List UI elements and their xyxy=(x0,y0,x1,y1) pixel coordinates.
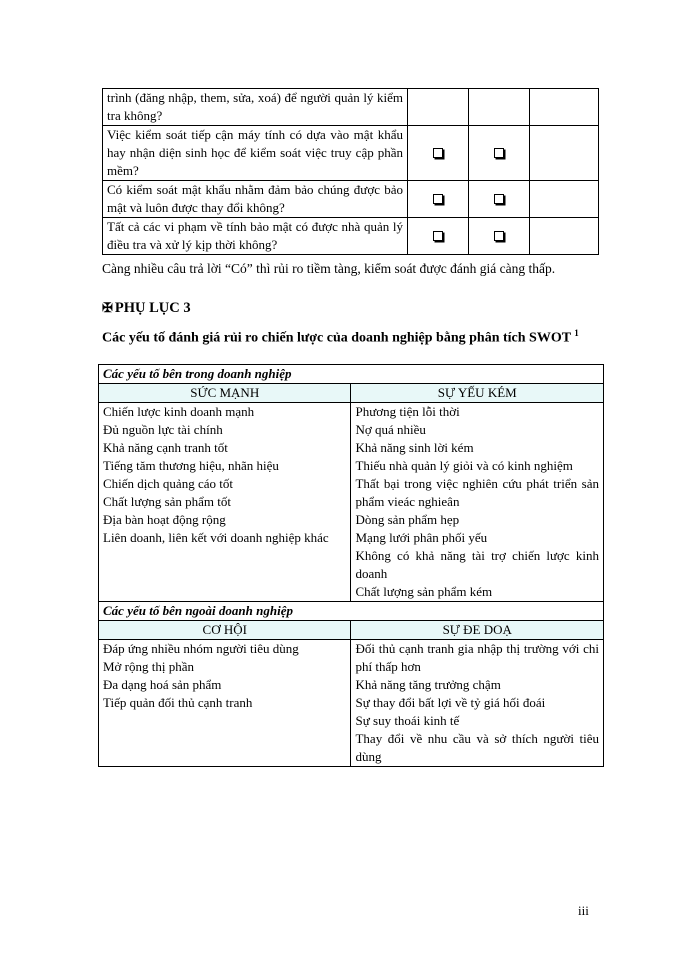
yes-cell xyxy=(408,126,469,181)
weakness-item: Khả năng sinh lời kém xyxy=(355,440,474,455)
weakness-item: Nợ quá nhiều xyxy=(355,422,426,437)
opportunities-header: CƠ HỘI xyxy=(99,621,351,640)
strength-item: Chất lượng sản phẩm tốt xyxy=(103,494,232,509)
external-section-row xyxy=(99,602,604,621)
strength-item: Liên doanh, liên kết với doanh nghiệp khác xyxy=(103,530,329,545)
strength-item: Khả năng cạnh tranh tốt xyxy=(103,440,228,455)
remarks-cell xyxy=(530,126,599,181)
checklist-row xyxy=(103,218,599,255)
remarks-cell xyxy=(530,218,599,255)
cross-bullet-icon: ✠ xyxy=(102,300,113,315)
checklist-table xyxy=(102,88,599,255)
appendix-heading xyxy=(102,300,191,317)
weakness-item: Chất lượng sản phẩm kém xyxy=(355,584,493,599)
checkbox-icon[interactable] xyxy=(494,194,504,204)
weaknesses-list xyxy=(351,403,604,602)
weakness-item: Dòng sản phẩm hẹp xyxy=(355,512,460,527)
checklist-row xyxy=(103,181,599,218)
strength-item: Chiến lược kinh doanh mạnh xyxy=(103,404,255,419)
yes-cell xyxy=(408,218,469,255)
checkbox-icon[interactable] xyxy=(433,231,443,241)
strengths-list xyxy=(99,403,351,602)
weakness-item: Thiếu nhà quản lý giỏi và có kinh nghiệm xyxy=(355,458,573,473)
weakness-item: Không có khả năng tài trợ chiến lược kinh doanh xyxy=(355,548,599,581)
threat-item: Sự suy thoái kinh tế xyxy=(355,713,460,728)
no-cell xyxy=(469,89,530,126)
internal-content-row xyxy=(99,403,604,602)
strength-item: Tiếng tăm thương hiệu, nhãn hiệu xyxy=(103,458,279,473)
threat-item: Đối thủ cạnh tranh gia nhập thị trường với chi phí thấp hơn xyxy=(355,641,599,674)
checklist-question: Có kiểm soát mật khẩu nhằm đảm bảo chúng được bảo mật và luôn được thay đổi không? xyxy=(103,181,408,218)
checkbox-icon[interactable] xyxy=(494,148,504,158)
remarks-cell xyxy=(530,89,599,126)
checklist-question: Việc kiểm soát tiếp cận máy tính có dựa vào mật khẩu hay nhận diện sinh học để kiểm soát việc truy cập phần mềm? xyxy=(103,126,408,181)
appendix-subtitle-text: Các yếu tố đánh giá rủi ro chiến lược của doanh nghiệp bằng phân tích SWOT xyxy=(102,330,571,346)
swot-table xyxy=(98,364,604,767)
strengths-header: SỨC MẠNH xyxy=(99,384,351,403)
appendix-title: PHỤ LỤC 3 xyxy=(114,300,191,316)
page-number: iii xyxy=(578,903,589,918)
footnote-mark: 1 xyxy=(574,328,579,338)
no-cell xyxy=(469,218,530,255)
yes-cell xyxy=(408,89,469,126)
threats-list xyxy=(351,640,604,767)
opportunity-item: Đa dạng hoá sản phẩm xyxy=(103,677,222,692)
external-header-row xyxy=(99,621,604,640)
opportunity-item: Đáp ứng nhiều nhóm người tiêu dùng xyxy=(103,641,299,656)
threat-item: Khả năng tăng trưởng chậm xyxy=(355,677,501,692)
checklist-question: Tất cả các vi phạm về tính bảo mật có được nhà quản lý điều tra và xử lý kịp thời không? xyxy=(103,218,408,255)
checkbox-icon[interactable] xyxy=(494,231,504,241)
threat-item: Sự thay đổi bất lợi về tỷ giá hối đoái xyxy=(355,695,546,710)
internal-section-row xyxy=(99,365,604,384)
checklist-row xyxy=(103,126,599,181)
opportunity-item: Mở rộng thị phần xyxy=(103,659,195,674)
opportunities-list xyxy=(99,640,351,767)
remarks-cell xyxy=(530,181,599,218)
strength-item: Chiến dịch quảng cáo tốt xyxy=(103,476,233,491)
threats-header: SỰ ĐE DOẠ xyxy=(351,621,604,640)
internal-section-label: Các yếu tố bên trong doanh nghiệp xyxy=(99,365,604,384)
external-section-label: Các yếu tố bên ngoài doanh nghiệp xyxy=(99,602,604,621)
threat-item: Thay đổi về nhu cầu và sở thích người tiêu dùng xyxy=(355,731,599,764)
strength-item: Đủ nguồn lực tài chính xyxy=(103,422,223,437)
internal-header-row xyxy=(99,384,604,403)
weakness-item: Phương tiện lỗi thời xyxy=(355,404,460,419)
checkbox-icon[interactable] xyxy=(433,148,443,158)
checklist-row xyxy=(103,89,599,126)
conclusion-note: Càng nhiều câu trả lời “Có” thì rủi ro tiềm tàng, kiểm soát được đánh giá càng thấp. xyxy=(102,261,556,276)
no-cell xyxy=(469,126,530,181)
weakness-item: Thất bại trong việc nghiên cứu phát triển sản phẩm vieác nghieân xyxy=(355,476,599,509)
strength-item: Địa bàn hoạt động rộng xyxy=(103,512,226,527)
opportunity-item: Tiếp quản đối thủ cạnh tranh xyxy=(103,695,253,710)
weaknesses-header: SỰ YẾU KÉM xyxy=(351,384,604,403)
yes-cell xyxy=(408,181,469,218)
weakness-item: Mạng lưới phân phối yếu xyxy=(355,530,488,545)
no-cell xyxy=(469,181,530,218)
checkbox-icon[interactable] xyxy=(433,194,443,204)
checklist-question: trình (đăng nhập, them, sửa, xoá) để người quản lý kiểm tra không? xyxy=(103,89,408,126)
appendix-subtitle xyxy=(102,324,598,348)
external-content-row xyxy=(99,640,604,767)
